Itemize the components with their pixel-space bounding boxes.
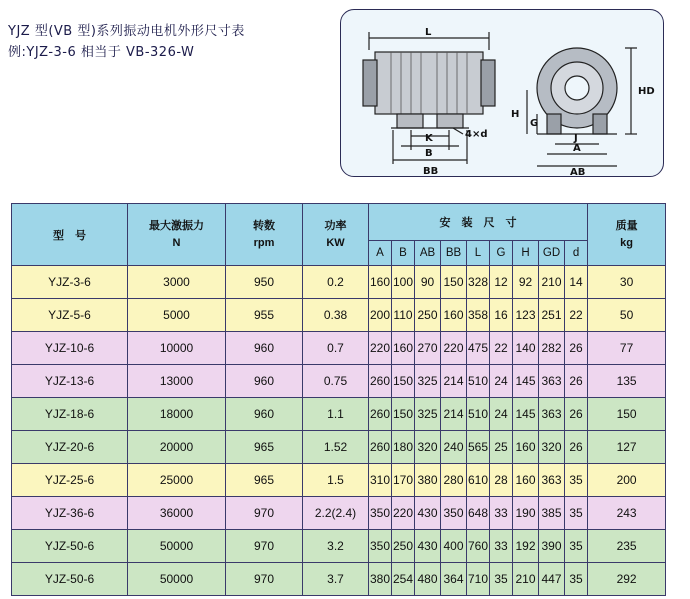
dim-A-cell: 160 — [369, 266, 392, 299]
dim-L-cell: 648 — [467, 497, 490, 530]
model-cell: YJZ-36-6 — [12, 497, 128, 530]
header-dim-G: G — [490, 241, 513, 266]
dim-GD-cell: 385 — [539, 497, 565, 530]
dim-BB-cell: 150 — [441, 266, 467, 299]
dim-AB-cell: 430 — [415, 530, 441, 563]
model-cell: YJZ-10-6 — [12, 332, 128, 365]
power-cell: 0.2 — [303, 266, 369, 299]
dim-L-cell: 760 — [467, 530, 490, 563]
dim-GD-cell: 210 — [539, 266, 565, 299]
table-row — [12, 431, 666, 464]
dim-L-cell: 710 — [467, 563, 490, 596]
dim-A-cell: 380 — [369, 563, 392, 596]
header-power: 功率 KW — [303, 204, 369, 266]
rpm-cell: 965 — [226, 431, 303, 464]
power-cell: 0.75 — [303, 365, 369, 398]
dim-A-cell: 260 — [369, 431, 392, 464]
dim-GD-cell: 251 — [539, 299, 565, 332]
model-cell: YJZ-20-6 — [12, 431, 128, 464]
dim-AB-cell: 430 — [415, 497, 441, 530]
dim-A-cell: 220 — [369, 332, 392, 365]
dim-B-cell: 150 — [392, 365, 415, 398]
dim-A-cell: 350 — [369, 530, 392, 563]
dim-AB-cell: 270 — [415, 332, 441, 365]
dim-GD-cell: 282 — [539, 332, 565, 365]
dim-GD-cell: 390 — [539, 530, 565, 563]
dim-AB-cell: 480 — [415, 563, 441, 596]
weight-cell: 135 — [588, 365, 666, 398]
motor-drawing — [341, 10, 664, 177]
dim-AB-cell: 380 — [415, 464, 441, 497]
rpm-cell: 970 — [226, 497, 303, 530]
table-row — [12, 266, 666, 299]
rpm-cell: 965 — [226, 464, 303, 497]
dim-d-cell: 26 — [565, 332, 588, 365]
dim-BB-cell: 220 — [441, 332, 467, 365]
header-dim-L: L — [467, 241, 490, 266]
dim-L-cell: 510 — [467, 398, 490, 431]
weight-cell: 292 — [588, 563, 666, 596]
dimension-table-container — [11, 203, 665, 590]
table-row — [12, 464, 666, 497]
table-row — [12, 497, 666, 530]
dim-GD-cell: 363 — [539, 464, 565, 497]
header-dim-A: A — [369, 241, 392, 266]
rpm-cell: 970 — [226, 530, 303, 563]
dim-BB-cell: 214 — [441, 365, 467, 398]
dim-BB-cell: 214 — [441, 398, 467, 431]
table-row — [12, 398, 666, 431]
force-cell: 13000 — [128, 365, 226, 398]
header-speed: 转数 rpm — [226, 204, 303, 266]
model-equivalence-note: 例:YJZ-3-6 相当于 VB-326-W — [8, 45, 195, 60]
dim-AB-cell: 325 — [415, 398, 441, 431]
dim-L-cell: 565 — [467, 431, 490, 464]
model-cell: YJZ-50-6 — [12, 563, 128, 596]
dim-H-cell: 190 — [513, 497, 539, 530]
weight-cell: 127 — [588, 431, 666, 464]
dim-BB-cell: 240 — [441, 431, 467, 464]
weight-cell: 77 — [588, 332, 666, 365]
dim-H-cell: 145 — [513, 365, 539, 398]
dim-d-cell: 26 — [565, 398, 588, 431]
rpm-cell: 950 — [226, 266, 303, 299]
page-title: YJZ 型(VB 型)系列振动电机外形尺寸表 — [8, 24, 245, 39]
dim-H-cell: 160 — [513, 464, 539, 497]
force-cell: 10000 — [128, 332, 226, 365]
dim-AB-cell: 250 — [415, 299, 441, 332]
dim-H-cell: 160 — [513, 431, 539, 464]
rpm-cell: 970 — [226, 563, 303, 596]
dim-label-A: A — [573, 143, 581, 154]
dim-L-cell: 358 — [467, 299, 490, 332]
table-row — [12, 299, 666, 332]
rpm-cell: 960 — [226, 365, 303, 398]
dim-A-cell: 310 — [369, 464, 392, 497]
dim-G-cell: 25 — [490, 431, 513, 464]
dim-G-cell: 12 — [490, 266, 513, 299]
force-cell: 20000 — [128, 431, 226, 464]
dimension-table — [11, 203, 666, 596]
dim-G-cell: 24 — [490, 365, 513, 398]
weight-cell: 150 — [588, 398, 666, 431]
model-cell: YJZ-13-6 — [12, 365, 128, 398]
header-dim-d: d — [565, 241, 588, 266]
dim-label-hole: 4×d — [465, 129, 488, 140]
power-cell: 3.7 — [303, 563, 369, 596]
dim-label-AB: AB — [570, 167, 586, 178]
header-dim-AB: AB — [415, 241, 441, 266]
dim-G-cell: 16 — [490, 299, 513, 332]
dim-L-cell: 328 — [467, 266, 490, 299]
dim-d-cell: 35 — [565, 497, 588, 530]
power-cell: 1.5 — [303, 464, 369, 497]
dim-label-G: G — [530, 118, 539, 129]
force-cell: 18000 — [128, 398, 226, 431]
header-dim-H: H — [513, 241, 539, 266]
dim-AB-cell: 320 — [415, 431, 441, 464]
dim-label-H: H — [511, 109, 520, 120]
dim-G-cell: 33 — [490, 497, 513, 530]
dim-d-cell: 14 — [565, 266, 588, 299]
dim-d-cell: 22 — [565, 299, 588, 332]
dim-AB-cell: 90 — [415, 266, 441, 299]
dim-GD-cell: 363 — [539, 398, 565, 431]
dim-AB-cell: 325 — [415, 365, 441, 398]
dim-B-cell: 150 — [392, 398, 415, 431]
weight-cell: 30 — [588, 266, 666, 299]
table-row — [12, 365, 666, 398]
rpm-cell: 955 — [226, 299, 303, 332]
model-cell: YJZ-25-6 — [12, 464, 128, 497]
rpm-cell: 960 — [226, 398, 303, 431]
dim-BB-cell: 280 — [441, 464, 467, 497]
header-model: 型 号 — [12, 204, 128, 266]
dim-GD-cell: 363 — [539, 365, 565, 398]
power-cell: 1.1 — [303, 398, 369, 431]
dim-BB-cell: 364 — [441, 563, 467, 596]
header-dim-B: B — [392, 241, 415, 266]
force-cell: 3000 — [128, 266, 226, 299]
dim-L-cell: 610 — [467, 464, 490, 497]
weight-cell: 200 — [588, 464, 666, 497]
header-dim-GD: GD — [539, 241, 565, 266]
dim-G-cell: 24 — [490, 398, 513, 431]
dim-BB-cell: 350 — [441, 497, 467, 530]
table-row — [12, 332, 666, 365]
weight-cell: 235 — [588, 530, 666, 563]
dim-B-cell: 110 — [392, 299, 415, 332]
weight-cell: 50 — [588, 299, 666, 332]
dim-B-cell: 100 — [392, 266, 415, 299]
dim-L-cell: 510 — [467, 365, 490, 398]
header-dim-BB: BB — [441, 241, 467, 266]
header-install-dimensions: 安 装 尺 寸 — [369, 204, 588, 241]
dim-G-cell: 22 — [490, 332, 513, 365]
dim-B-cell: 180 — [392, 431, 415, 464]
rpm-cell: 960 — [226, 332, 303, 365]
dim-L-cell: 475 — [467, 332, 490, 365]
dim-H-cell: 140 — [513, 332, 539, 365]
dim-A-cell: 260 — [369, 365, 392, 398]
dim-B-cell: 220 — [392, 497, 415, 530]
header-force: 最大激振力 N — [128, 204, 226, 266]
table-row — [12, 530, 666, 563]
force-cell: 25000 — [128, 464, 226, 497]
power-cell: 0.7 — [303, 332, 369, 365]
dim-BB-cell: 400 — [441, 530, 467, 563]
dim-BB-cell: 160 — [441, 299, 467, 332]
model-cell: YJZ-3-6 — [12, 266, 128, 299]
dim-B-cell: 170 — [392, 464, 415, 497]
dim-d-cell: 35 — [565, 563, 588, 596]
force-cell: 50000 — [128, 530, 226, 563]
dim-GD-cell: 320 — [539, 431, 565, 464]
dim-A-cell: 350 — [369, 497, 392, 530]
table-row — [12, 563, 666, 596]
dim-label-HD: HD — [638, 86, 655, 97]
dim-d-cell: 26 — [565, 365, 588, 398]
dim-G-cell: 28 — [490, 464, 513, 497]
dim-A-cell: 260 — [369, 398, 392, 431]
dim-H-cell: 210 — [513, 563, 539, 596]
dim-label-J: J — [574, 133, 578, 144]
weight-cell: 243 — [588, 497, 666, 530]
model-cell: YJZ-50-6 — [12, 530, 128, 563]
force-cell: 50000 — [128, 563, 226, 596]
model-cell: YJZ-5-6 — [12, 299, 128, 332]
dim-label-K: K — [425, 133, 433, 144]
power-cell: 2.2(2.4) — [303, 497, 369, 530]
force-cell: 5000 — [128, 299, 226, 332]
dim-B-cell: 160 — [392, 332, 415, 365]
dim-B-cell: 250 — [392, 530, 415, 563]
power-cell: 0.38 — [303, 299, 369, 332]
dim-label-L: L — [425, 27, 432, 38]
motor-dimension-diagram — [340, 9, 664, 177]
dim-G-cell: 33 — [490, 530, 513, 563]
dim-H-cell: 192 — [513, 530, 539, 563]
dim-H-cell: 92 — [513, 266, 539, 299]
header-weight: 质量 kg — [588, 204, 666, 266]
dim-H-cell: 123 — [513, 299, 539, 332]
dim-G-cell: 35 — [490, 563, 513, 596]
force-cell: 36000 — [128, 497, 226, 530]
dim-H-cell: 145 — [513, 398, 539, 431]
dim-d-cell: 35 — [565, 464, 588, 497]
power-cell: 1.52 — [303, 431, 369, 464]
model-cell: YJZ-18-6 — [12, 398, 128, 431]
dim-B-cell: 254 — [392, 563, 415, 596]
dim-d-cell: 26 — [565, 431, 588, 464]
power-cell: 3.2 — [303, 530, 369, 563]
dim-label-B: B — [425, 148, 433, 159]
dim-A-cell: 200 — [369, 299, 392, 332]
dim-d-cell: 35 — [565, 530, 588, 563]
dim-GD-cell: 447 — [539, 563, 565, 596]
dim-label-BB: BB — [423, 166, 439, 177]
